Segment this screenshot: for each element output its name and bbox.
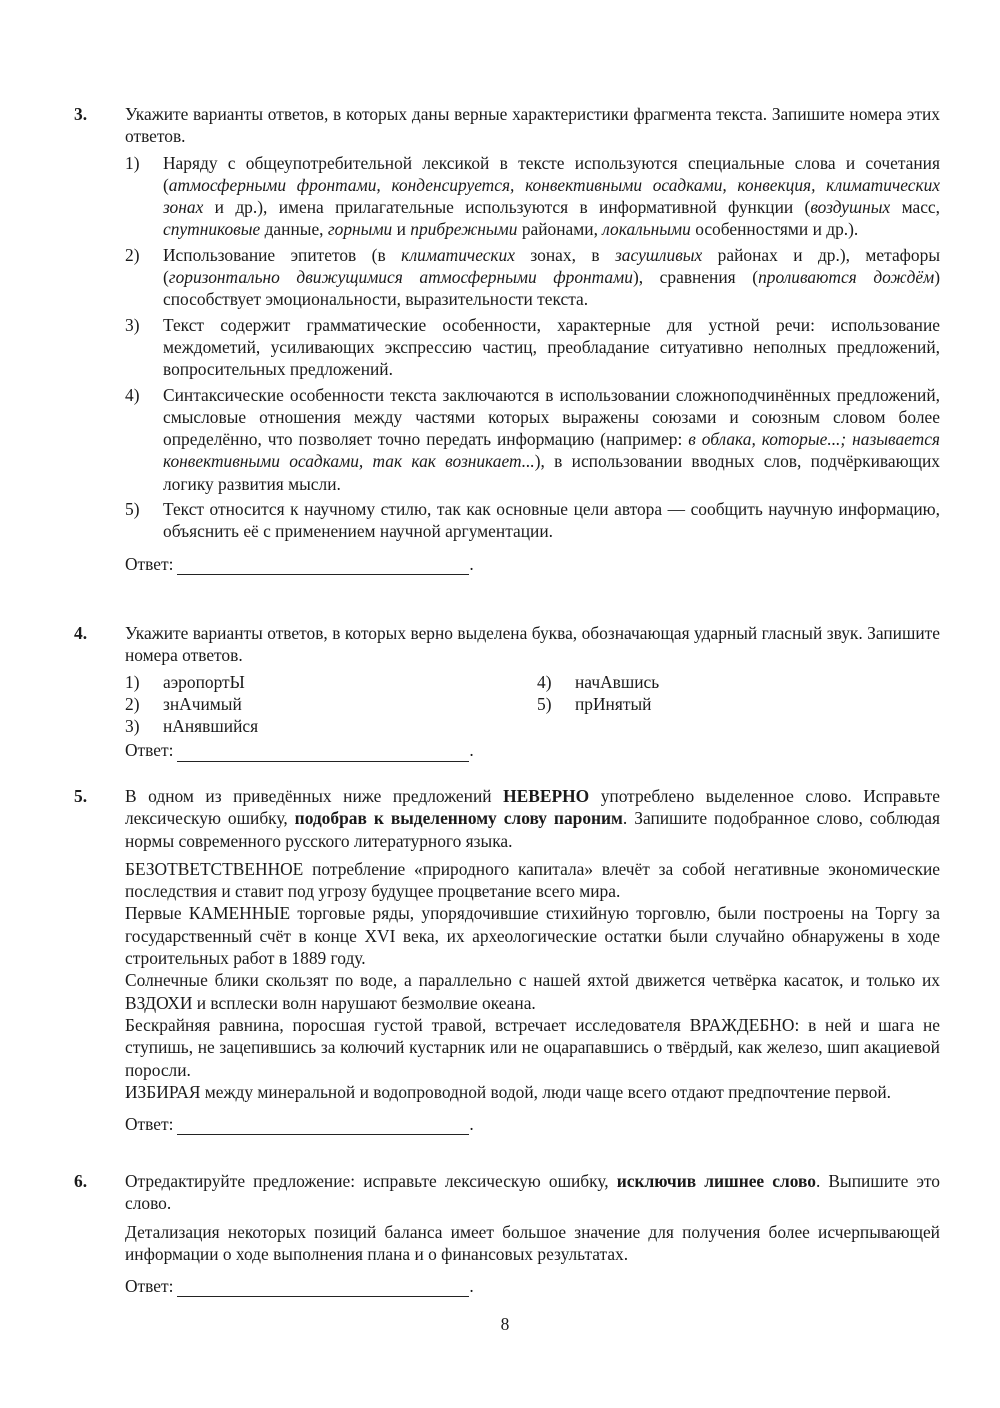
answer-line[interactable] [177, 743, 469, 762]
sentence: Первые КАМЕННЫЕ торговые ряды, упорядочившие стихийную торговлю, были построены на Торгу за государственный счёт в конце XVI века, их археологические остатки были случайно обнаружены в ходе строительных работ в 1889 году. [125, 903, 940, 969]
word-column-2 [537, 671, 837, 738]
option-text: Наряду с общеупотребительной лексикой в тексте используются специальные слова и сочетания (атмосферными фронтами, конденсируется, конвективными осадками, конвекция, климатических зонах и др.), имена прилагательные используются в информативной функции (воздушных масс, спутниковые данные, горными и прибрежными районами, локальными особенностями и др.). [163, 152, 940, 240]
word-text: прИнятый [575, 693, 652, 714]
word-column-1 [125, 671, 537, 738]
option-number: 4) [125, 384, 140, 405]
options-list [125, 152, 940, 543]
answer-line[interactable] [177, 556, 469, 575]
answer-label: Ответ: [125, 1114, 174, 1135]
answer-field: Ответ: . [125, 1114, 474, 1135]
word-number: 5) [537, 693, 552, 714]
word-number: 4) [537, 671, 552, 692]
word-text: знАчимый [163, 693, 242, 714]
option-text: Синтаксические особенности текста заключаются в использовании сложноподчинённых предложений, смысловые отношения между частями которых выражены союзами и союзным словом более определённо, что позволяет точно передать информацию (например: в облака, которые...; называется конвективными осадками, так как возникает...), в использовании вводных слов, подчёркивающих логику развития мысли. [163, 384, 940, 494]
option-item [125, 498, 940, 543]
task-body [125, 103, 940, 577]
task-body [125, 785, 940, 1137]
answer-field: Ответ: . [125, 553, 474, 574]
option-number: 5) [125, 499, 140, 520]
task-prompt: Укажите варианты ответов, в которых даны верные характеристики фрагмента текста. Запишите номера этих ответов. [125, 104, 940, 147]
answer-line[interactable] [177, 1116, 469, 1135]
answer-line[interactable] [177, 1278, 469, 1297]
word-item [537, 671, 837, 693]
task-body [125, 1170, 940, 1299]
word-number: 2) [125, 693, 140, 714]
sentence: Солнечные блики скользят по воде, а параллельно с нашей яхтой движется четвёрка касаток, и только их ВЗДОХИ и всплески волн нарушают безмолвие океана. [125, 970, 940, 1013]
task-prompt: В одном из приведённых ниже предложений НЕВЕРНО употреблено выделенное слово. Исправьте лексическую ошибку, подобрав к выделенному слову пароним. Запишите подобранное слово, соблюдая нормы современного русского литературного языка. [125, 786, 940, 851]
word-number: 3) [125, 716, 140, 737]
answer-label: Ответ: [125, 1276, 174, 1297]
option-item [125, 314, 940, 381]
sentence: БЕЗОТВЕТСТВЕННОЕ потребление «природного капитала» влечёт за собой негативные экономические последствия и ставит под угрозу будущее процветание всего мира. [125, 858, 940, 902]
option-item [125, 152, 940, 241]
page-number: 8 [500, 1314, 510, 1334]
word-item [125, 671, 537, 693]
answer-label: Ответ: [125, 740, 174, 761]
word-text: нАнявшийся [163, 716, 259, 737]
task-prompt: Отредактируйте предложение: исправьте лексическую ошибку, исключив лишнее слово. Выпишите это слово. [125, 1171, 940, 1214]
option-text: Текст содержит грамматические особенности, характерные для устной речи: использование междометий, усиливающих экспрессию частиц, преобладание ситуативно неполных предложений, вопросительных предложений. [163, 314, 940, 380]
answer-field: Ответ: . [125, 1276, 474, 1297]
word-item [125, 715, 537, 737]
option-number: 1) [125, 152, 140, 173]
word-text: аэропортЫ [163, 671, 245, 692]
word-number: 1) [125, 671, 140, 692]
word-item [125, 693, 537, 715]
answer-label: Ответ: [125, 553, 174, 574]
sentence: ИЗБИРАЯ между минеральной и водопроводной водой, люди чаще всего отдают предпочтение первой. [125, 1081, 891, 1102]
task-sentence: Детализация некоторых позиций баланса имеет большое значение для получения более исчерпывающей информации о ходе выполнения плана и о финансовых результатах. [125, 1221, 940, 1264]
sentence: Бескрайняя равнина, поросшая густой травой, встречает исследователя ВРАЖДЕБНО: в ней и шага не ступишь, не зацепившись за колючий кустарник или не оцарапавшись о твёрдый, как железо, шип акациевой поросли. [125, 1014, 940, 1080]
option-number: 2) [125, 244, 140, 265]
option-item [125, 384, 940, 495]
task-number: 4. [74, 623, 88, 643]
option-text: Использование эпитетов (в климатических зонах, в засушливых районах и др.), метафоры (горизонтально движущимися атмосферными фронтами), сравнения (проливаются дождём) способствует эмоциональности, выразительности текста. [163, 244, 940, 310]
task-number: 6. [74, 1171, 88, 1191]
option-text: Текст относится к научному стилю, так как основные цели автора — сообщить научную информацию, объяснить её с применением научной аргументации. [163, 499, 940, 542]
word-item [537, 693, 837, 715]
task-number: 3. [74, 104, 88, 124]
task-prompt: Укажите варианты ответов, в которых верно выделена буква, обозначающая ударный гласный звук. Запишите номера ответов. [125, 623, 940, 666]
task-number: 5. [74, 786, 88, 806]
word-text: начАвшись [575, 671, 660, 692]
word-columns [125, 671, 940, 738]
option-number: 3) [125, 314, 140, 335]
task-body [125, 622, 940, 763]
sentence-list [125, 858, 940, 1103]
option-item [125, 244, 940, 311]
answer-field: Ответ: . [125, 740, 474, 761]
